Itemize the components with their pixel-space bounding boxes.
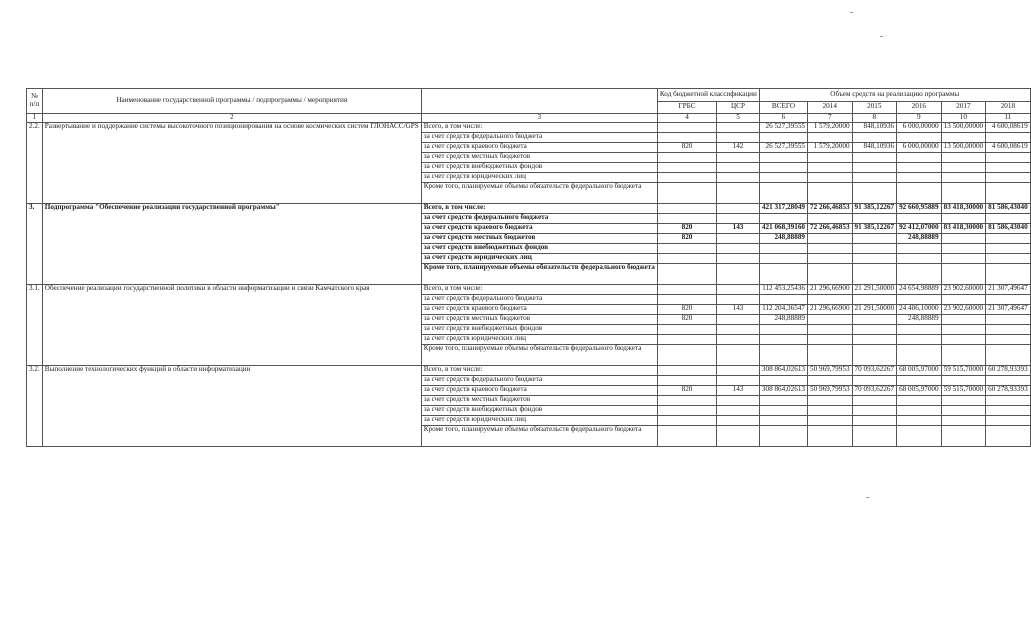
amount-y2015 [852,415,897,425]
amount-y2014: 50 969,79953 [808,365,853,375]
csr-cell [717,284,760,294]
csr-cell: 143 [717,223,760,233]
csr-cell [717,405,760,415]
amount-y2016 [897,152,942,162]
grbs-cell: 820 [657,314,716,324]
funding-source: Всего, в том числе: [421,365,657,375]
amount-y2018 [986,425,1031,446]
grbs-cell [657,294,716,304]
csr-cell [717,375,760,385]
amount-y2018 [986,253,1031,263]
amount-y2018: 60 278,93393 [986,365,1031,375]
csr-cell [717,182,760,203]
amount-y2016: 68 005,97000 [897,365,942,375]
amount-total [759,334,807,344]
grbs-cell [657,405,716,415]
amount-y2014 [808,395,853,405]
amount-total [759,172,807,182]
amount-y2018 [986,314,1031,324]
funding-source: Кроме того, планируемые объемы обязательств федерального бюджета [421,344,657,365]
amount-y2014 [808,162,853,172]
csr-cell [717,415,760,425]
amount-y2017 [941,375,986,385]
amount-total: 308 864,02613 [759,385,807,395]
grbs-cell [657,425,716,446]
column-number: 10 [941,114,986,123]
funding-source: за счет средств местных бюджетов [421,314,657,324]
csr-cell [717,203,760,213]
amount-y2015 [852,172,897,182]
amount-y2014: 1 579,20000 [808,142,853,152]
grbs-cell: 820 [657,142,716,152]
table-row [27,122,1031,132]
amount-total: 112 204,36547 [759,304,807,314]
amount-y2017: 23 902,60000 [941,304,986,314]
csr-cell [717,365,760,375]
header-year-2017: 2017 [941,101,986,114]
header-row-1 [27,89,1031,102]
column-number: 3 [421,114,657,123]
funding-source: за счет средств местных бюджетов [421,152,657,162]
amount-y2017: 83 418,30000 [941,223,986,233]
row-number: 3. [27,203,43,284]
csr-cell [717,213,760,223]
amount-y2014 [808,172,853,182]
column-number: 9 [897,114,942,123]
grbs-cell [657,284,716,294]
header-num: № п/п [27,89,43,114]
header-volume: Объем средств на реализацию программы [759,89,1030,102]
csr-cell [717,122,760,132]
amount-y2016 [897,253,942,263]
csr-cell [717,425,760,446]
amount-y2017 [941,172,986,182]
amount-y2016: 248,88889 [897,314,942,324]
amount-y2015 [852,152,897,162]
amount-y2017 [941,213,986,223]
funding-source: за счет средств местных бюджетов [421,233,657,243]
amount-y2014 [808,334,853,344]
table-row [27,203,1031,213]
grbs-cell [657,324,716,334]
amount-y2016 [897,263,942,284]
amount-y2018 [986,263,1031,284]
row-title: Обеспечение реализации государственной политики в области информатизации и связи Камчатского края [42,284,421,365]
amount-y2014 [808,243,853,253]
amount-y2014 [808,263,853,284]
amount-y2015 [852,213,897,223]
amount-y2018 [986,233,1031,243]
grbs-cell [657,415,716,425]
amount-y2014: 21 296,66900 [808,304,853,314]
row-title: Выполнение технологических функций в области информатизации [42,365,421,446]
amount-y2017 [941,425,986,446]
csr-cell [717,162,760,172]
grbs-cell [657,203,716,213]
amount-y2014 [808,415,853,425]
amount-y2016: 6 000,00000 [897,142,942,152]
amount-y2018: 4 600,08619 [986,142,1031,152]
amount-total [759,263,807,284]
grbs-cell [657,263,716,284]
amount-y2015: 70 093,62267 [852,385,897,395]
amount-total [759,182,807,203]
amount-y2016: 6 000,00000 [897,122,942,132]
amount-y2015: 21 291,50000 [852,304,897,314]
amount-y2014 [808,253,853,263]
amount-y2018 [986,213,1031,223]
table-body [27,89,1031,447]
amount-y2014: 72 266,46853 [808,223,853,233]
amount-y2016: 68 005,97000 [897,385,942,395]
amount-y2018 [986,152,1031,162]
scan-mark [866,497,869,498]
grbs-cell [657,152,716,162]
amount-y2018: 81 586,43040 [986,223,1031,233]
amount-y2017 [941,314,986,324]
amount-y2016: 24 406,10000 [897,304,942,314]
amount-y2016 [897,172,942,182]
amount-y2014 [808,233,853,243]
amount-y2017 [941,152,986,162]
csr-cell [717,233,760,243]
amount-total: 248,88889 [759,314,807,324]
csr-cell: 143 [717,385,760,395]
header-year-2014: 2014 [808,101,853,114]
amount-total: 26 527,39555 [759,122,807,132]
grbs-cell [657,182,716,203]
funding-source: за счет средств юридических лиц [421,253,657,263]
grbs-cell [657,334,716,344]
amount-y2017 [941,253,986,263]
amount-y2016 [897,425,942,446]
amount-y2015 [852,375,897,385]
amount-y2014 [808,182,853,203]
amount-y2014 [808,344,853,365]
amount-total [759,344,807,365]
amount-y2017 [941,132,986,142]
amount-y2018 [986,344,1031,365]
column-number: 11 [986,114,1031,123]
scan-mark [880,36,883,37]
amount-y2016: 92 412,07000 [897,223,942,233]
row-number: 3.1. [27,284,43,365]
scan-mark [850,12,853,13]
amount-y2015 [852,253,897,263]
header-csr: ЦСР [717,101,760,114]
funding-source: за счет средств внебюджетных фондов [421,405,657,415]
amount-y2015 [852,344,897,365]
funding-source: за счет средств внебюджетных фондов [421,324,657,334]
amount-y2016 [897,334,942,344]
amount-y2017: 23 902,60000 [941,284,986,294]
amount-y2017 [941,182,986,203]
amount-y2016 [897,405,942,415]
funding-source: за счет средств краевого бюджета [421,385,657,395]
amount-y2018 [986,294,1031,304]
csr-cell [717,243,760,253]
csr-cell: 142 [717,142,760,152]
amount-y2018 [986,324,1031,334]
funding-source: за счет средств краевого бюджета [421,304,657,314]
column-number-row [27,114,1031,123]
header-blank [421,89,657,114]
csr-cell [717,334,760,344]
amount-y2018 [986,334,1031,344]
funding-source: за счет средств местных бюджетов [421,395,657,405]
amount-y2015: 70 093,62267 [852,365,897,375]
amount-total [759,294,807,304]
amount-y2016 [897,415,942,425]
grbs-cell [657,122,716,132]
amount-y2014: 21 296,66900 [808,284,853,294]
amount-y2014 [808,405,853,415]
row-number: 2.2. [27,122,43,203]
amount-y2018 [986,415,1031,425]
grbs-cell [657,365,716,375]
amount-y2015 [852,405,897,415]
amount-y2015 [852,132,897,142]
amount-y2016 [897,132,942,142]
budget-table [26,88,1031,447]
grbs-cell [657,375,716,385]
amount-y2016 [897,294,942,304]
amount-total [759,162,807,172]
grbs-cell [657,395,716,405]
csr-cell [717,344,760,365]
amount-y2015: 21 291,50000 [852,284,897,294]
amount-y2016: 92 660,95889 [897,203,942,213]
funding-source: Всего, в том числе: [421,122,657,132]
csr-cell [717,132,760,142]
amount-y2018 [986,243,1031,253]
csr-cell [717,253,760,263]
column-number: 6 [759,114,807,123]
amount-y2015 [852,182,897,203]
amount-y2016 [897,324,942,334]
amount-y2017 [941,243,986,253]
amount-y2017: 13 500,00000 [941,142,986,152]
grbs-cell [657,213,716,223]
amount-y2016: 24 654,98889 [897,284,942,294]
amount-y2017 [941,344,986,365]
amount-y2014 [808,152,853,162]
amount-y2015: 91 385,12267 [852,223,897,233]
amount-y2015 [852,334,897,344]
amount-y2017 [941,233,986,243]
amount-y2018: 21 307,49647 [986,284,1031,294]
amount-total [759,243,807,253]
grbs-cell [657,243,716,253]
amount-total [759,132,807,142]
csr-cell [717,395,760,405]
amount-y2017: 59 515,70000 [941,365,986,375]
amount-y2014: 72 266,46853 [808,203,853,213]
amount-y2015 [852,314,897,324]
grbs-cell: 820 [657,385,716,395]
amount-y2016: 248,88889 [897,233,942,243]
grbs-cell [657,344,716,365]
amount-y2017 [941,294,986,304]
funding-source: Всего, в том числе: [421,284,657,294]
amount-y2014 [808,375,853,385]
csr-cell [717,172,760,182]
header-year-2018: 2018 [986,101,1031,114]
grbs-cell: 820 [657,304,716,314]
csr-cell [717,152,760,162]
amount-y2016 [897,213,942,223]
amount-y2015: 848,10936 [852,142,897,152]
row-number: 3.2. [27,365,43,446]
amount-y2016 [897,162,942,172]
amount-y2017: 13 500,00000 [941,122,986,132]
amount-y2017: 59 515,70000 [941,385,986,395]
amount-y2018 [986,162,1031,172]
amount-y2015: 91 385,12267 [852,203,897,213]
header-name: Наименование государственной программы / подпрограммы / мероприятия [42,89,421,114]
amount-y2014 [808,314,853,324]
amount-y2016 [897,395,942,405]
amount-y2014 [808,294,853,304]
amount-total [759,415,807,425]
amount-total [759,425,807,446]
amount-y2017 [941,334,986,344]
csr-cell [717,324,760,334]
amount-y2018: 60 278,93393 [986,385,1031,395]
amount-y2018 [986,375,1031,385]
amount-y2017 [941,324,986,334]
grbs-cell [657,132,716,142]
row-title: Подпрограмма "Обеспечение реализации государственной программы" [42,203,421,284]
table-row [27,365,1031,375]
column-number: 8 [852,114,897,123]
amount-y2017 [941,405,986,415]
funding-source: за счет средств федерального бюджета [421,132,657,142]
amount-y2017: 83 418,30000 [941,203,986,213]
csr-cell [717,314,760,324]
funding-source: за счет средств краевого бюджета [421,223,657,233]
amount-y2016 [897,182,942,203]
funding-source: за счет средств федерального бюджета [421,213,657,223]
grbs-cell [657,162,716,172]
column-number: 4 [657,114,716,123]
amount-y2015 [852,294,897,304]
amount-y2014 [808,425,853,446]
amount-y2018 [986,405,1031,415]
amount-total [759,405,807,415]
funding-source: за счет средств внебюджетных фондов [421,243,657,253]
amount-y2018: 21 307,49647 [986,304,1031,314]
amount-total: 26 527,39555 [759,142,807,152]
table-row [27,284,1031,294]
amount-y2014: 50 969,79953 [808,385,853,395]
column-number: 5 [717,114,760,123]
amount-y2017 [941,162,986,172]
header-total: ВСЕГО [759,101,807,114]
amount-y2018 [986,132,1031,142]
funding-source: Кроме того, планируемые объемы обязательств федерального бюджета [421,263,657,284]
amount-y2015 [852,395,897,405]
amount-total [759,375,807,385]
amount-total [759,152,807,162]
amount-y2018 [986,172,1031,182]
funding-source: за счет средств юридических лиц [421,415,657,425]
amount-y2014 [808,324,853,334]
funding-source: за счет средств федерального бюджета [421,375,657,385]
amount-y2018 [986,395,1031,405]
row-title: Развертывание и поддержание системы высокоточного позиционирования на основе космических систем ГЛОНАСС/GPS [42,122,421,203]
amount-y2014 [808,213,853,223]
amount-total [759,324,807,334]
amount-total: 248,88889 [759,233,807,243]
funding-source: за счет средств юридических лиц [421,334,657,344]
amount-y2015 [852,233,897,243]
funding-source: Кроме того, планируемые объемы обязательств федерального бюджета [421,425,657,446]
amount-total: 421 317,28049 [759,203,807,213]
amount-total [759,253,807,263]
amount-y2018: 81 586,43040 [986,203,1031,213]
header-grbs: ГРБС [657,101,716,114]
funding-source: Всего, в том числе: [421,203,657,213]
funding-source: за счет средств юридических лиц [421,172,657,182]
amount-y2015 [852,162,897,172]
grbs-cell [657,253,716,263]
funding-source: за счет средств краевого бюджета [421,142,657,152]
grbs-cell [657,172,716,182]
grbs-cell: 820 [657,233,716,243]
amount-total: 421 068,39160 [759,223,807,233]
amount-total: 112 453,25436 [759,284,807,294]
funding-source: Кроме того, планируемые объемы обязательств федерального бюджета [421,182,657,203]
amount-y2015: 848,10936 [852,122,897,132]
amount-y2015 [852,425,897,446]
amount-y2016 [897,344,942,365]
amount-y2017 [941,263,986,284]
amount-y2015 [852,263,897,284]
amount-y2017 [941,395,986,405]
funding-source: за счет средств внебюджетных фондов [421,162,657,172]
amount-y2017 [941,415,986,425]
funding-source: за счет средств федерального бюджета [421,294,657,304]
amount-y2016 [897,375,942,385]
amount-y2016 [897,243,942,253]
csr-cell [717,263,760,284]
header-year-2015: 2015 [852,101,897,114]
amount-y2018: 4 600,08619 [986,122,1031,132]
csr-cell [717,294,760,304]
csr-cell: 143 [717,304,760,314]
column-number: 7 [808,114,853,123]
amount-y2014 [808,132,853,142]
amount-y2015 [852,243,897,253]
column-number: 1 [27,114,43,123]
amount-y2014: 1 579,20000 [808,122,853,132]
grbs-cell: 820 [657,223,716,233]
header-kbk: Код бюджетной классификации [657,89,759,102]
amount-total: 308 864,02613 [759,365,807,375]
amount-total [759,395,807,405]
header-year-2016: 2016 [897,101,942,114]
column-number: 2 [42,114,421,123]
amount-total [759,213,807,223]
amount-y2018 [986,182,1031,203]
amount-y2015 [852,324,897,334]
